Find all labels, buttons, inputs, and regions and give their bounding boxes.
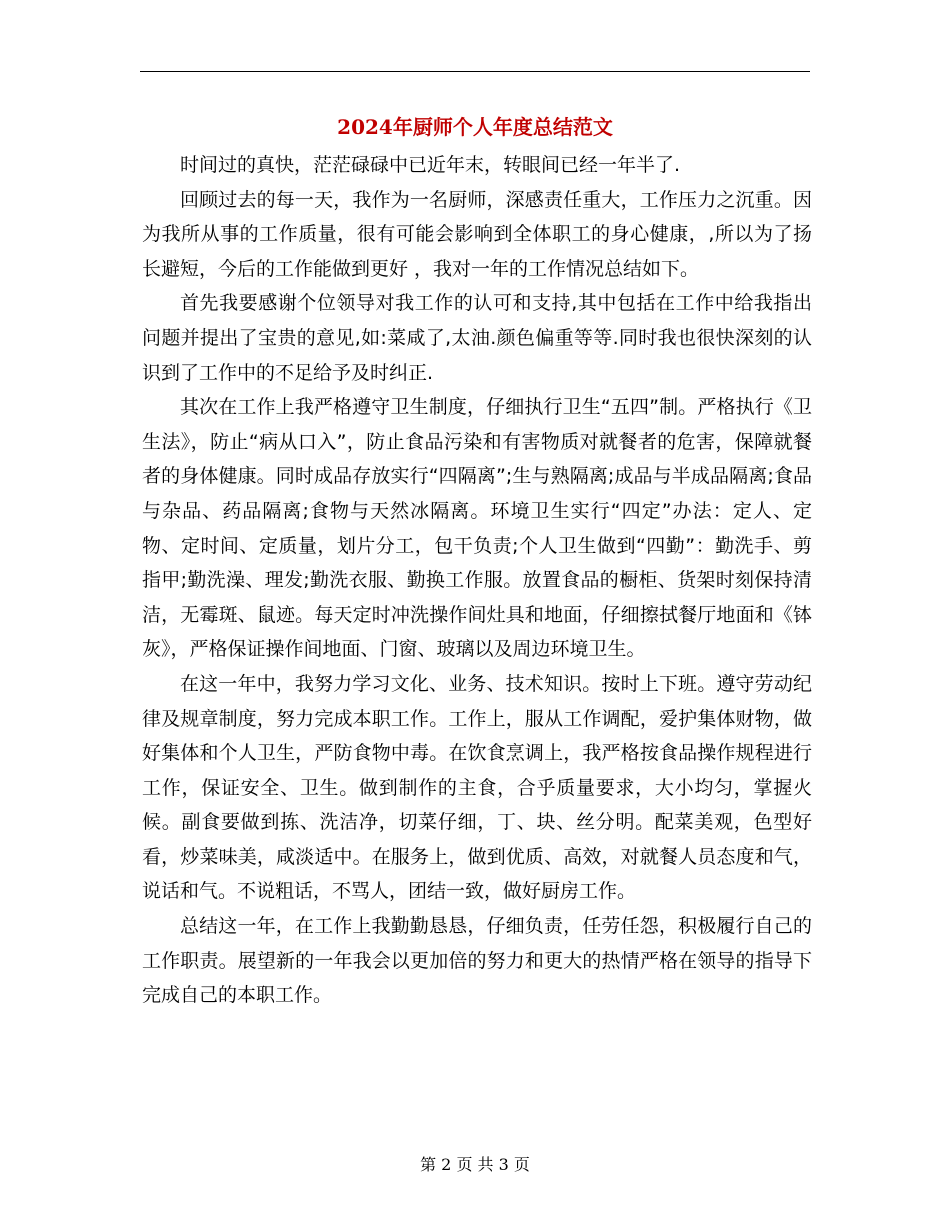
page-footer: 第 2 页 共 3 页 [420,1155,530,1174]
header-rule [140,71,810,72]
document-body [142,148,812,1013]
paragraph: 在这一年中，我努力学习文化、业务、技术知识。按时上下班。遵守劳动纪律及规章制度，努力完成本职工作。工作上，服从工作调配，爱护集体财物，做好集体和个人卫生，严防食物中毒。在饮食烹调上，我严格按食品操作规程进行工作，保证安全、卫生。做到制作的主食，合乎质量要求，大小均匀，掌握火候。副食要做到拣、洗洁净，切菜仔细，丁、块、丝分明。配菜美观，色型好看，炒菜味美，咸淡适中。在服务上，做到优质、高效，对就餐人员态度和气，说话和气。不说粗话，不骂人，团结一致，做好厨房工作。 [142,672,812,903]
paragraph: 其次在工作上我严格遵守卫生制度，仔细执行卫生“五四”制。严格执行《卫生法》，防止“病从口入”，防止食品污染和有害物质对就餐者的危害，保障就餐者的身体健康。同时成品存放实行“四隔离”;生与熟隔离;成品与半成品隔离;食品与杂品、药品隔离;食物与天然冰隔离。环境卫生实行“四定”办法：定人、定物、定时间、定质量，划片分工，包干负责;个人卫生做到“四勤”：勤洗手、剪指甲;勤洗澡、理发;勤洗衣服、勤换工作服。放置食品的橱柜、货架时刻保持清洁，无霉斑、鼠迹。每天定时冲洗操作间灶具和地面，仔细擦拭餐厅地面和《钵灰》，严格保证操作间地面、门窗、玻璃以及周边环境卫生。 [142,396,812,661]
paragraph: 时间过的真快，茫茫碌碌中已近年末，转眼间已经一年半了. [180,154,681,176]
paragraph: 首先我要感谢个位领导对我工作的认可和支持,其中包括在工作中给我指出问题并提出了宝贵的意见,如:菜咸了,太油.颜色偏重等等.同时我也很快深刻的认识到了工作中的不足给予及时纠正. [142,292,812,384]
paragraph: 总结这一年，在工作上我勤勤恳恳，仔细负责，任劳任怨，积极履行自己的工作职责。展望新的一年我会以更加倍的努力和更大的热情严格在领导的指导下完成自己的本职工作。 [142,915,812,1007]
paragraph: 回顾过去的每一天，我作为一名厨师，深感责任重大，工作压力之沉重。因为我所从事的工作质量，很有可能会影响到全体职工的身心健康，,所以为了扬长避短，今后的工作能做到更好 ，我对一年的工作情况总结如下。 [142,188,812,280]
document-title: 2024年厨师个人年度总结范文 [337,115,613,139]
